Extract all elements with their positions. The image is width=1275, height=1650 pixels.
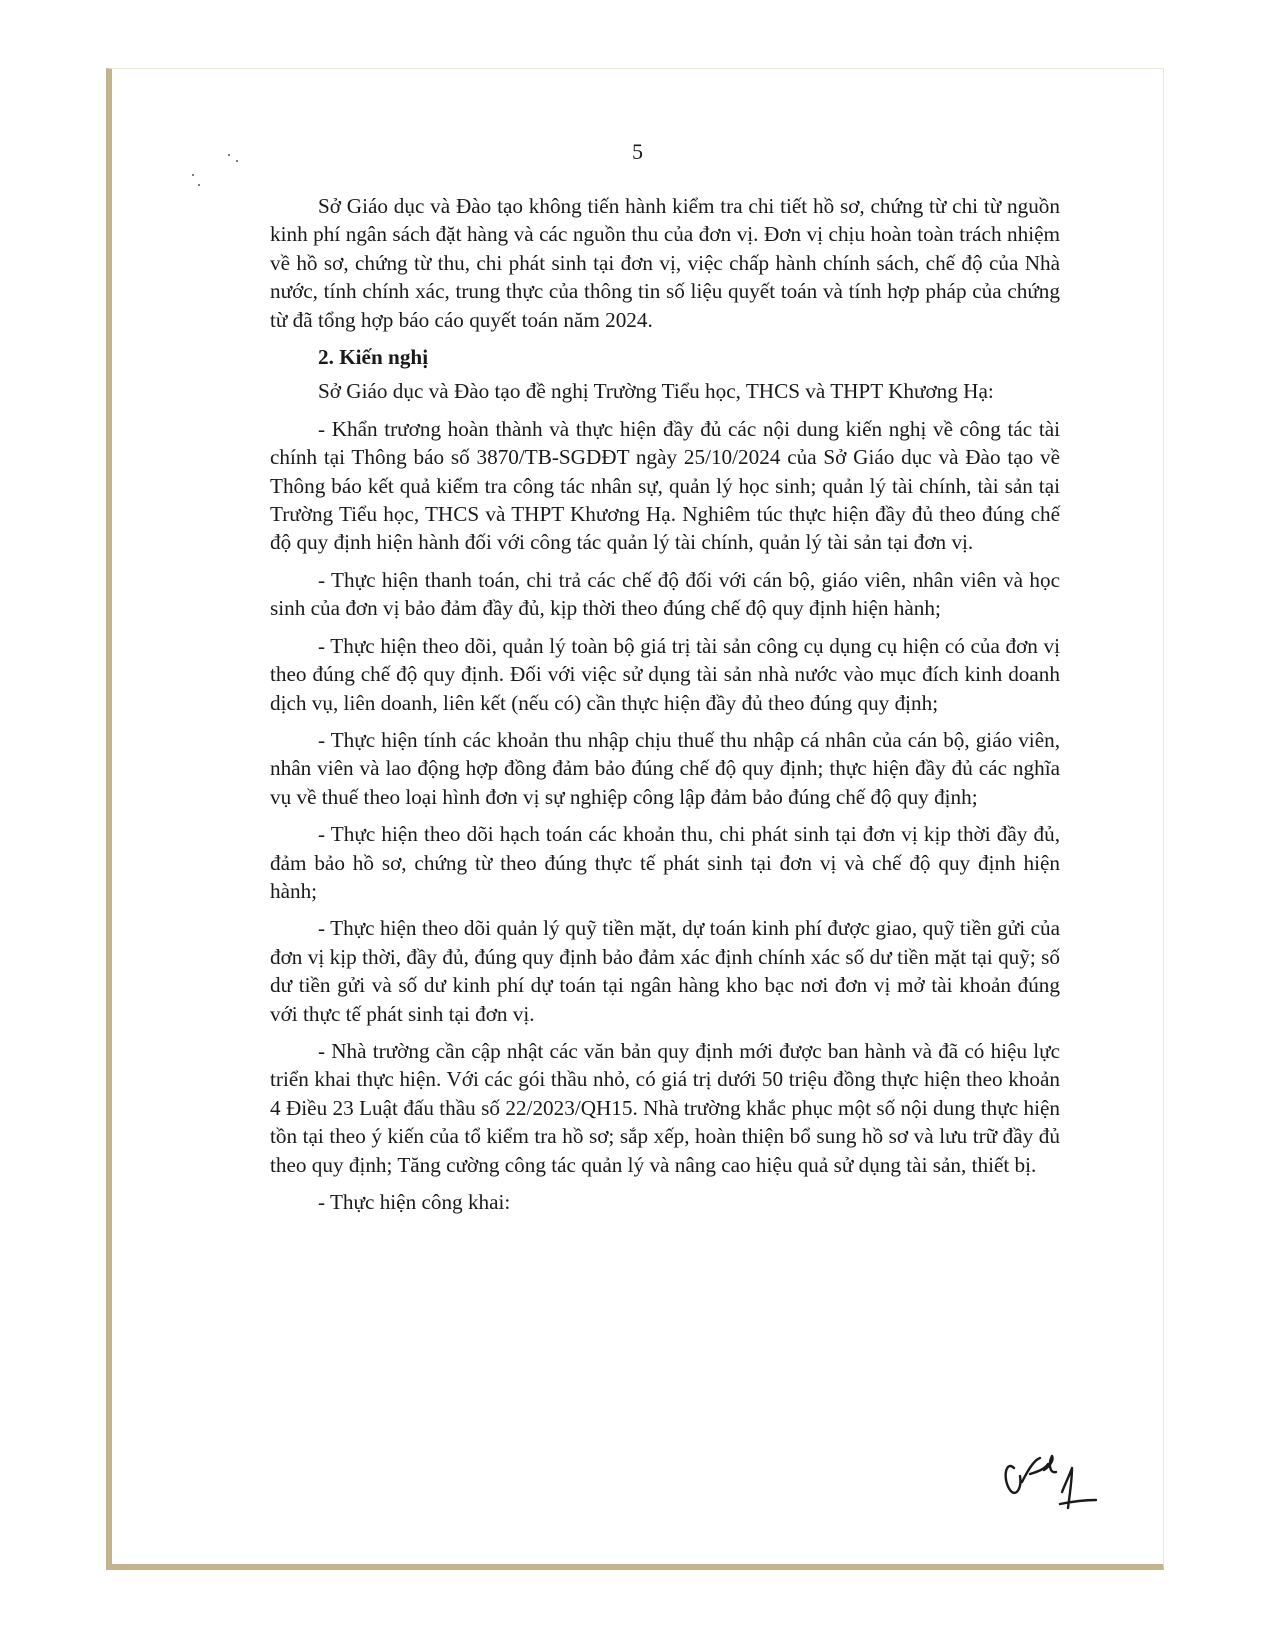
section-intro: Sở Giáo dục và Đào tạo đề nghị Trường Tiểu học, THCS và THPT Khương Hạ: [318,379,994,404]
recommendation-item: - Thực hiện tính các khoản thu nhập chịu thuế thu nhập cá nhân của cán bộ, giáo viên, nhân viên và lao động hợp đồng đảm bảo đúng chế độ quy định; thực hiện đầy đủ các nghĩa vụ về thuế theo loại hình đơn vị sự nghiệp công lập đảm bảo đúng chế độ quy định; [270,727,1060,809]
paragraph-audit-scope: Sở Giáo dục và Đào tạo không tiến hành kiểm tra chi tiết hồ sơ, chứng từ chi từ nguồn kinh phí ngân sách đặt hàng và các nguồn thu của đơn vị. Đơn vị chịu hoàn toàn trách nhiệm về hồ sơ, chứng từ thu, chi phát sinh tại đơn vị, việc chấp hành chính sách, chế độ của Nhà nước, tính chính xác, trung thực của thông tin số liệu quyết toán và tính hợp pháp của chứng từ đã tổng hợp báo cáo quyết toán năm 2024. [270,194,1060,332]
recommendation-item: - Thực hiện theo dõi hạch toán các khoản thu, chi phát sinh tại đơn vị kịp thời đầy đủ, đảm bảo hồ sơ, chứng từ theo đúng thực tế phát sinh tại đơn vị và chế độ quy định hiện hành; [270,822,1060,903]
document-body [270,192,1060,1220]
initials-stroke [1006,1456,1056,1493]
recommendation-item: - Thực hiện theo dõi quản lý quỹ tiền mặt, dự toán kinh phí được giao, quỹ tiền gửi của đơn vị kịp thời, đầy đủ, đúng quy định bảo đảm xác định chính xác số dư tiền mặt tại quỹ; số dư tiền gửi và số dư kinh phí dự toán tại ngân hàng kho bạc nơi đơn vị mở tài khoản đúng với thực tế phát sinh tại đơn vị. [270,916,1060,1026]
recommendation-item: - Nhà trường cần cập nhật các văn bản quy định mới được ban hành và đã có hiệu lực triển khai thực hiện. Với các gói thầu nhỏ, có giá trị dưới 50 triệu đồng thực hiện theo khoản 4 Điều 23 Luật đấu thầu số 22/2023/QH15. Nhà trường khắc phục một số nội dung thực hiện tồn tại theo ý kiến của tổ kiểm tra hồ sơ; sắp xếp, hoàn thiện bổ sung hồ sơ và lưu trữ đầy đủ theo quy định; Tăng cường công tác quản lý và nâng cao hiệu quả sử dụng tài sản, thiết bị. [270,1038,1060,1177]
page-number: 5 [632,139,643,164]
section-heading-recommendations: 2. Kiến nghị [318,345,429,370]
handwritten-initials [1000,1430,1110,1520]
initials-stroke [1060,1468,1096,1508]
recommendation-item: - Khẩn trương hoàn thành và thực hiện đầy đủ các nội dung kiến nghị về công tác tài chính tại Thông báo số 3870/TB-SGDĐT ngày 25/10/2024 của Sở Giáo dục và Đào tạo về Thông báo kết quả kiểm tra công tác nhân sự, quản lý học sinh; quản lý tài chính, tài sản tại Trường Tiểu học, THCS và THPT Khương Hạ. Nghiêm túc thực hiện đầy đủ theo đúng chế độ quy định hiện hành đối với công tác quản lý tài chính, quản lý tài sản tại đơn vị. [270,416,1060,555]
recommendation-item: - Thực hiện công khai: [318,1190,511,1214]
recommendation-item: - Thực hiện thanh toán, chi trả các chế độ đối với cán bộ, giáo viên, nhân viên và học sinh của đơn vị bảo đảm đầy đủ, kịp thời theo đúng chế độ quy định hiện hành; [270,567,1060,621]
recommendation-item: - Thực hiện theo dõi, quản lý toàn bộ giá trị tài sản công cụ dụng cụ hiện có của đơn vị theo đúng chế độ quy định. Đối với việc sử dụng tài sản nhà nước vào mục đích kinh doanh dịch vụ, liên doanh, liên kết (nếu có) cần thực hiện đầy đủ theo đúng quy định; [270,633,1060,715]
